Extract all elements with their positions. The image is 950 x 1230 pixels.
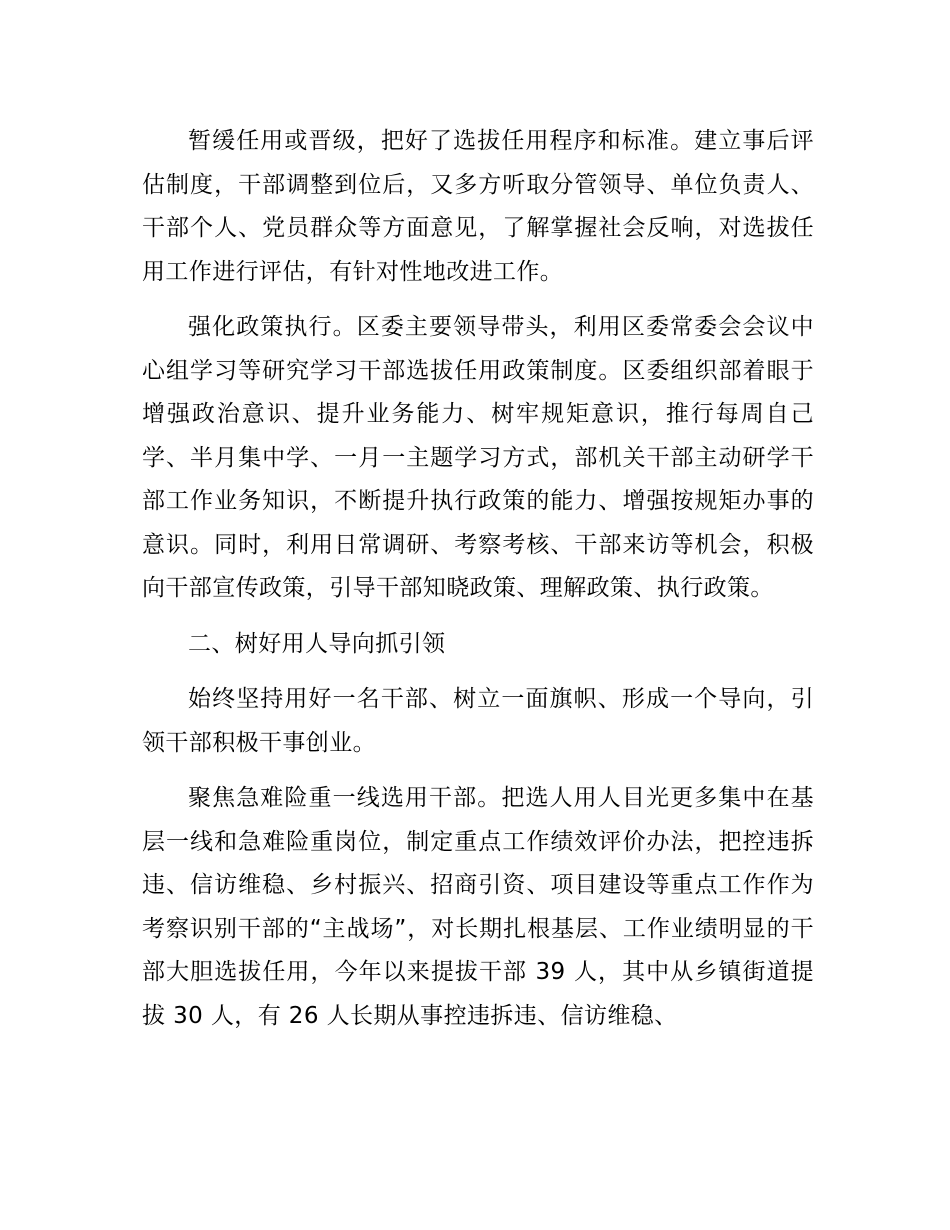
document-page <box>142 120 814 1050</box>
paragraph-selection-standards: 暂缓任用或晋级，把好了选拔任用程序和标准。建立事后评估制度，干部调整到位后，又多方听取分管领导、单位负责人、干部个人、党员群众等方面意见，了解掌握社会反响，对选拔任用工作进行评估，有针对性地改进工作。 <box>142 128 814 285</box>
paragraph-guidance-intro: 始终坚持用好一名干部、树立一面旗帜、形成一个导向，引领干部积极干事创业。 <box>142 686 814 756</box>
paragraph-policy-execution: 强化政策执行。区委主要领导带头，利用区委常委会会议中心组学习等研究学习干部选拔任用政策制度。区委组织部着眼于增强政治意识、提升业务能力、树牢规矩意识，推行每周自己学、半月集中学、一月一主题学习方式，部机关干部主动研学干部工作业务知识，不断提升执行政策的能力、增强按规矩办事的意识。同时，利用日常调研、考察考核、干部来访等机会，积极向干部宣传政策，引导干部知晓政策、理解政策、执行政策。 <box>142 314 814 601</box>
paragraph-frontline-selection: 聚焦急难险重一线选用干部。把选人用人目光更多集中在基层一线和急难险重岗位，制定重点工作绩效评价办法，把控违拆违、信访维稳、乡村振兴、招商引资、项目建设等重点工作作为考察识别干部的“主战场”，对长期扎根基层、工作业绩明显的干部大胆选拔任用，今年以来提拔干部 39 人，其中从乡镇街道提拔 30 人，有 26 人长期从事控违拆违、信访维稳、 <box>142 785 814 1029</box>
section-heading: 二、树好用人导向抓引领 <box>188 630 446 657</box>
